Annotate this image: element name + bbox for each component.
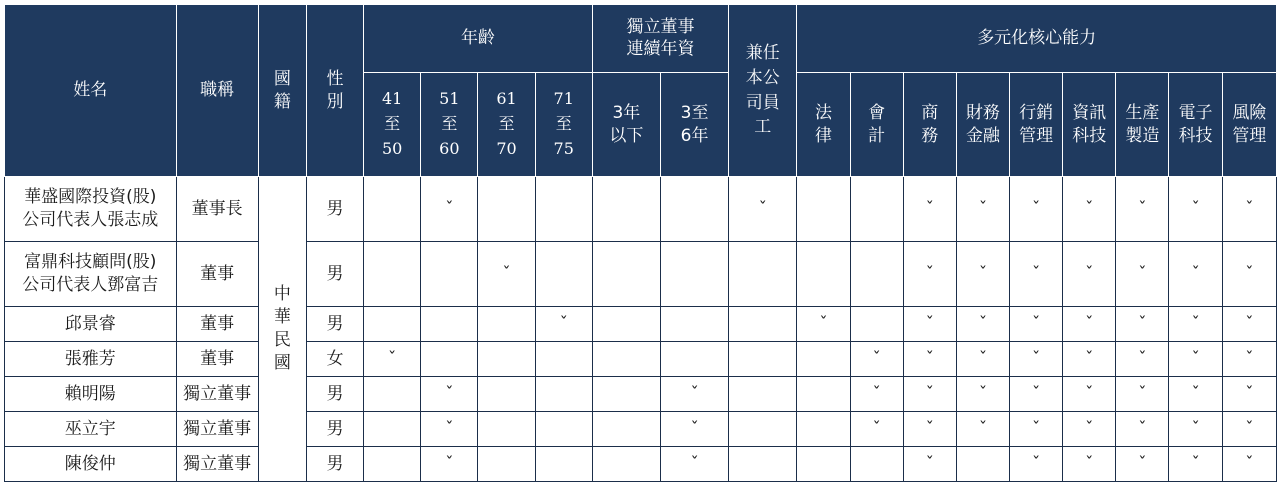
- check-mark: ˇ: [1063, 412, 1116, 447]
- check-mark: ˇ: [364, 342, 421, 377]
- table-row: [5, 342, 1277, 377]
- check-mark: ˇ: [1169, 342, 1222, 377]
- director-name: 陳俊仲: [5, 447, 177, 482]
- director-title: 獨立董事: [176, 412, 258, 447]
- check-mark: ˇ: [1116, 177, 1169, 242]
- check-mark: ˇ: [956, 377, 1009, 412]
- empty-cell: [850, 307, 903, 342]
- check-mark: ˇ: [1063, 242, 1116, 307]
- director-name: 賴明陽: [5, 377, 177, 412]
- check-mark: ˇ: [850, 342, 903, 377]
- check-mark: ˇ: [1222, 307, 1276, 342]
- empty-cell: [364, 242, 421, 307]
- director-name: 富鼎科技顧問(股) 公司代表人鄧富吉: [5, 242, 177, 307]
- empty-cell: [535, 342, 592, 377]
- empty-cell: [956, 447, 1009, 482]
- header-skill-col-2: 商 務: [903, 73, 956, 177]
- check-mark: ˇ: [903, 307, 956, 342]
- check-mark: ˇ: [1063, 307, 1116, 342]
- check-mark: ˇ: [850, 412, 903, 447]
- empty-cell: [535, 177, 592, 242]
- check-mark: ˇ: [956, 242, 1009, 307]
- empty-cell: [797, 447, 850, 482]
- director-gender: 女: [306, 342, 363, 377]
- check-mark: ˇ: [1116, 377, 1169, 412]
- director-gender: 男: [306, 447, 363, 482]
- empty-cell: [478, 177, 535, 242]
- check-mark: ˇ: [956, 307, 1009, 342]
- empty-cell: [421, 242, 478, 307]
- empty-cell: [660, 342, 728, 377]
- empty-cell: [592, 242, 660, 307]
- table-row: [5, 242, 1277, 307]
- director-gender: 男: [306, 377, 363, 412]
- empty-cell: [535, 447, 592, 482]
- header-skills-group: 多元化核心能力: [797, 5, 1277, 73]
- check-mark: ˇ: [956, 177, 1009, 242]
- board-diversity-table: [4, 4, 1277, 482]
- table-row: [5, 307, 1277, 342]
- check-mark: ˇ: [421, 377, 478, 412]
- empty-cell: [364, 177, 421, 242]
- empty-cell: [592, 307, 660, 342]
- header-tenure-col-0: 3年 以下: [592, 73, 660, 177]
- empty-cell: [797, 412, 850, 447]
- empty-cell: [729, 342, 797, 377]
- empty-cell: [535, 242, 592, 307]
- empty-cell: [421, 307, 478, 342]
- empty-cell: [797, 377, 850, 412]
- check-mark: ˇ: [1010, 447, 1063, 482]
- empty-cell: [797, 242, 850, 307]
- check-mark: ˇ: [1116, 412, 1169, 447]
- header-age-group: 年齡: [364, 5, 593, 73]
- empty-cell: [797, 177, 850, 242]
- check-mark: ˇ: [1169, 242, 1222, 307]
- empty-cell: [660, 177, 728, 242]
- header-skill-col-4: 行銷 管理: [1010, 73, 1063, 177]
- table-row: [5, 412, 1277, 447]
- director-title: 董事長: [176, 177, 258, 242]
- empty-cell: [592, 177, 660, 242]
- check-mark: ˇ: [1116, 342, 1169, 377]
- check-mark: ˇ: [1010, 307, 1063, 342]
- director-title: 獨立董事: [176, 447, 258, 482]
- empty-cell: [850, 242, 903, 307]
- check-mark: ˇ: [903, 412, 956, 447]
- director-gender: 男: [306, 177, 363, 242]
- header-nationality: 國 籍: [258, 5, 306, 177]
- check-mark: ˇ: [1063, 377, 1116, 412]
- nationality-cell: 中 華 民 國: [258, 177, 306, 482]
- header-skill-col-6: 生產 製造: [1116, 73, 1169, 177]
- check-mark: ˇ: [1063, 342, 1116, 377]
- check-mark: ˇ: [956, 342, 1009, 377]
- empty-cell: [592, 342, 660, 377]
- check-mark: ˇ: [1169, 307, 1222, 342]
- check-mark: ˇ: [1169, 447, 1222, 482]
- empty-cell: [364, 307, 421, 342]
- empty-cell: [421, 342, 478, 377]
- director-title: 獨立董事: [176, 377, 258, 412]
- empty-cell: [364, 447, 421, 482]
- check-mark: ˇ: [535, 307, 592, 342]
- check-mark: ˇ: [1063, 177, 1116, 242]
- table-row: [5, 377, 1277, 412]
- header-tenure-col-1: 3至 6年: [660, 73, 728, 177]
- header-tenure-group: 獨立董事 連續年資: [592, 5, 728, 73]
- check-mark: ˇ: [1116, 447, 1169, 482]
- empty-cell: [592, 377, 660, 412]
- header-age-col-3: 71 至 75: [535, 73, 592, 177]
- check-mark: ˇ: [1116, 242, 1169, 307]
- empty-cell: [850, 177, 903, 242]
- empty-cell: [797, 342, 850, 377]
- header-age-col-0: 41 至 50: [364, 73, 421, 177]
- check-mark: ˇ: [903, 377, 956, 412]
- table-row: [5, 177, 1277, 242]
- check-mark: ˇ: [850, 377, 903, 412]
- check-mark: ˇ: [1169, 377, 1222, 412]
- check-mark: ˇ: [421, 447, 478, 482]
- empty-cell: [535, 377, 592, 412]
- empty-cell: [660, 307, 728, 342]
- check-mark: ˇ: [1222, 342, 1276, 377]
- check-mark: ˇ: [903, 242, 956, 307]
- empty-cell: [729, 447, 797, 482]
- check-mark: ˇ: [660, 377, 728, 412]
- header-skill-col-7: 電子 科技: [1169, 73, 1222, 177]
- empty-cell: [535, 412, 592, 447]
- check-mark: ˇ: [1222, 242, 1276, 307]
- check-mark: ˇ: [1116, 307, 1169, 342]
- director-gender: 男: [306, 307, 363, 342]
- check-mark: ˇ: [421, 412, 478, 447]
- check-mark: ˇ: [1222, 412, 1276, 447]
- check-mark: ˇ: [903, 447, 956, 482]
- check-mark: ˇ: [1169, 412, 1222, 447]
- check-mark: ˇ: [903, 177, 956, 242]
- empty-cell: [729, 377, 797, 412]
- header-skill-col-1: 會 計: [850, 73, 903, 177]
- director-name: 華盛國際投資(股) 公司代表人張志成: [5, 177, 177, 242]
- check-mark: ˇ: [1010, 377, 1063, 412]
- check-mark: ˇ: [1010, 177, 1063, 242]
- check-mark: ˇ: [956, 412, 1009, 447]
- header-age-col-2: 61 至 70: [478, 73, 535, 177]
- check-mark: ˇ: [1222, 447, 1276, 482]
- empty-cell: [729, 242, 797, 307]
- check-mark: ˇ: [660, 447, 728, 482]
- check-mark: ˇ: [1063, 447, 1116, 482]
- header-age-col-1: 51 至 60: [421, 73, 478, 177]
- empty-cell: [660, 242, 728, 307]
- header-title: 職稱: [176, 5, 258, 177]
- header-gender: 性 別: [306, 5, 363, 177]
- header-skill-col-5: 資訊 科技: [1063, 73, 1116, 177]
- check-mark: ˇ: [1222, 377, 1276, 412]
- check-mark: ˇ: [478, 242, 535, 307]
- empty-cell: [364, 377, 421, 412]
- header-skill-col-8: 風險 管理: [1222, 73, 1276, 177]
- table-header: [5, 5, 1277, 177]
- director-name: 邱景睿: [5, 307, 177, 342]
- check-mark: ˇ: [1010, 342, 1063, 377]
- empty-cell: [850, 447, 903, 482]
- check-mark: ˇ: [660, 412, 728, 447]
- table-row: [5, 447, 1277, 482]
- check-mark: ˇ: [903, 342, 956, 377]
- empty-cell: [364, 412, 421, 447]
- empty-cell: [729, 412, 797, 447]
- empty-cell: [478, 447, 535, 482]
- empty-cell: [478, 377, 535, 412]
- empty-cell: [592, 447, 660, 482]
- director-name: 巫立宇: [5, 412, 177, 447]
- header-name: 姓名: [5, 5, 177, 177]
- check-mark: ˇ: [1222, 177, 1276, 242]
- check-mark: ˇ: [1010, 242, 1063, 307]
- empty-cell: [478, 342, 535, 377]
- check-mark: ˇ: [729, 177, 797, 242]
- header-skill-col-0: 法 律: [797, 73, 850, 177]
- header-skill-col-3: 財務 金融: [956, 73, 1009, 177]
- check-mark: ˇ: [797, 307, 850, 342]
- empty-cell: [478, 412, 535, 447]
- director-title: 董事: [176, 242, 258, 307]
- empty-cell: [592, 412, 660, 447]
- director-title: 董事: [176, 342, 258, 377]
- check-mark: ˇ: [1169, 177, 1222, 242]
- header-concurrent-employee: 兼任 本公 司員 工: [729, 5, 797, 177]
- empty-cell: [729, 307, 797, 342]
- director-name: 張雅芳: [5, 342, 177, 377]
- check-mark: ˇ: [1010, 412, 1063, 447]
- director-gender: 男: [306, 412, 363, 447]
- table-body: [5, 177, 1277, 482]
- empty-cell: [478, 307, 535, 342]
- check-mark: ˇ: [421, 177, 478, 242]
- director-gender: 男: [306, 242, 363, 307]
- director-title: 董事: [176, 307, 258, 342]
